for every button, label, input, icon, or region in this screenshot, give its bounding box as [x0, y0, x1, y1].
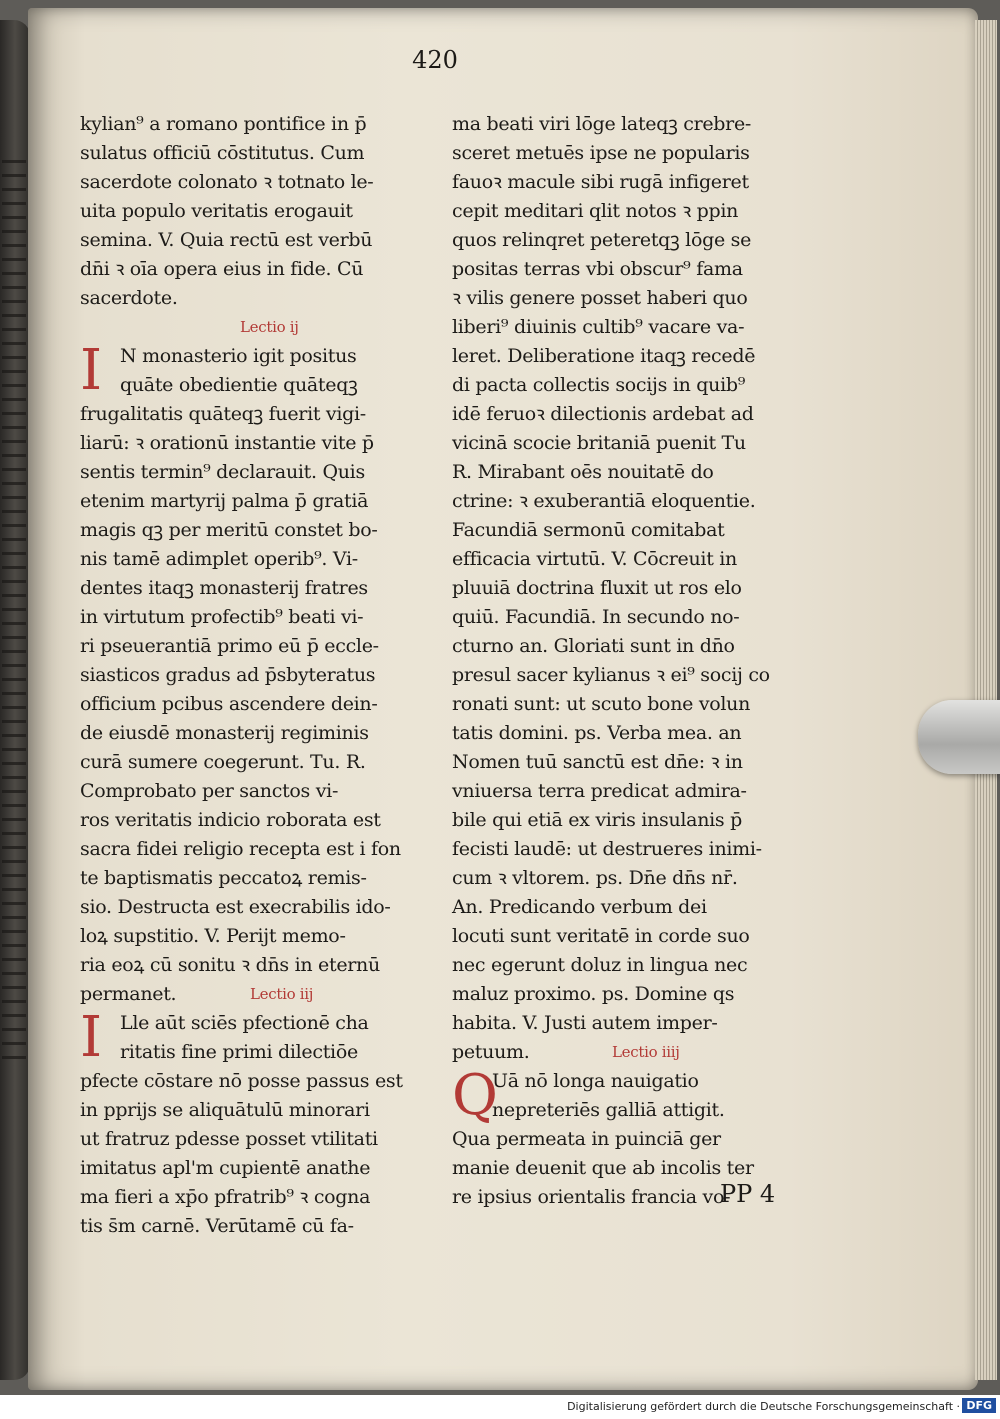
left-column-line: tis s̄m carnē. Verūtamē cū fa- [80, 1215, 354, 1237]
left-column-bottom-lines [80, 1067, 420, 1241]
left-column-line: ria eoꝝ cū sonitu ꝛ dn̄s in eternū [80, 954, 380, 976]
right-column-line: leret. Deliberatione itaqꝫ recedē [452, 345, 756, 367]
right-column-line: ctrine: ꝛ exuberantiā eloquentie. [452, 490, 756, 512]
left-column-line: loꝝ supstitio. V. Perijt memo- [80, 925, 346, 947]
left-column-line: sacerdote colonato ꝛ totnato le- [80, 171, 374, 193]
right-column-line: locuti sunt veritatē in corde suo [452, 925, 750, 947]
right-column-line: cepit meditari qlit notos ꝛ ppin [452, 200, 739, 222]
left-column-line: ri pseuerantiā primo eū p̄ eccle- [80, 635, 379, 657]
initial-block-1 [80, 338, 420, 403]
page-clip [918, 700, 1000, 774]
right-column-line: sceret metuēs ipse ne popularis [452, 142, 750, 164]
right-column-line: nepreteriēs galliā attigit. [492, 1099, 725, 1121]
left-column-line: frugalitatis quāteqꝫ fuerit vigi- [80, 403, 366, 425]
right-column-line: quos relinqret peteretqꝫ lōge se [452, 229, 752, 251]
left-column-line: permanet. [80, 983, 177, 1005]
left-column-line: curā sumere coegerunt. Tu. R. [80, 751, 366, 773]
right-column-top-lines [452, 110, 792, 1067]
left-column-line: N monasterio igit positus [120, 345, 357, 367]
right-column-line: ma beati viri lōge lateqꝫ crebre- [452, 113, 752, 135]
rubric-lectio-2: Lectio ij [240, 318, 299, 336]
right-column-line: maluz proximo. ps. Domine qs [452, 983, 735, 1005]
left-column-line: pfecte cōstare nō posse passus est [80, 1070, 403, 1092]
right-column-line: cturno an. Gloriati sunt in dn̄o [452, 635, 735, 657]
left-page-text-fragment [2, 160, 26, 1060]
rubric-lectio-4: Lectio iiij [612, 1043, 680, 1061]
left-column-line: sentis termin⁹ declarauit. Quis [80, 461, 365, 483]
left-column-line: de eiusdē monasterij regiminis [80, 722, 369, 744]
right-column-line: vniuersa terra predicat admira- [452, 780, 747, 802]
right-column-line: nec egerunt doluz in lingua nec [452, 954, 748, 976]
dfg-logo: DFG [962, 1398, 996, 1413]
right-column-line: ꝛ vilis genere posset haberi quo [452, 287, 748, 309]
right-column-line: ronati sunt: ut scuto bone volun [452, 693, 751, 715]
right-column-line: An. Predicando verbum dei [452, 896, 707, 918]
left-column-line: sulatus officiū cōstitutus. Cum [80, 142, 365, 164]
right-column-line: Uā nō longa nauigatio [492, 1070, 699, 1092]
left-column-line: in pprijs se aliquātulū minorari [80, 1099, 370, 1121]
left-column-line: ros veritatis indicio roborata est [80, 809, 381, 831]
right-column-line: fauoꝛ macule sibi rugā infigeret [452, 171, 749, 193]
left-column-line: dentes itaqꝫ monasterij fratres [80, 577, 368, 599]
left-column-line: sacerdote. [80, 287, 178, 309]
initial-block-3-lines [492, 1067, 792, 1125]
initial-block-2 [80, 1005, 420, 1070]
left-column-line: uita populo veritatis erogauit [80, 200, 353, 222]
right-column-line: bile qui etiā ex viris insulanis p̄ [452, 809, 742, 831]
left-column-line: nis tamē adimplet operib⁹. Vi- [80, 548, 358, 570]
right-column [452, 110, 792, 1212]
right-column-line: manie deuenit que ab incolis ter [452, 1157, 754, 1179]
folio-number: 420 [412, 46, 458, 74]
right-column-line: cum ꝛ vltorem. ps. Dn̄e dn̄s nr̄. [452, 867, 738, 889]
right-column-line: liberi⁹ diuinis cultib⁹ vacare va- [452, 316, 745, 338]
left-column-top-lines [80, 110, 420, 313]
left-column-line: liarū: ꝛ orationū instantie vite p̄ [80, 432, 374, 454]
right-column-line: habita. V. Justi autem imper- [452, 1012, 718, 1034]
left-column-line: te baptismatis peccatoꝝ remis- [80, 867, 367, 889]
red-initial-3: Q [452, 1063, 498, 1128]
left-column-line: etenim martyrij palma p̄ gratiā [80, 490, 369, 512]
right-column-line: petuum. [452, 1041, 530, 1063]
left-column-line: ritatis fine primi dilectiōe [120, 1041, 358, 1063]
left-column-line: kylian⁹ a romano pontifice in p̄ [80, 113, 367, 135]
right-column-line: efficacia virtutū. V. Cōcreuit in [452, 548, 737, 570]
left-column-line: ma fieri a xp̄o pfratrib⁹ ꝛ cogna [80, 1186, 371, 1208]
footer-bar [0, 1395, 1000, 1419]
left-column-line: quāte obedientie quāteqꝫ [120, 374, 358, 396]
left-column-line: siasticos gradus ad p̄sbyteratus [80, 664, 376, 686]
right-column-line: fecisti laudē: ut destrueres inimi- [452, 838, 762, 860]
left-column-line: semina. V. Quia rectū est verbū [80, 229, 373, 251]
left-column-line: dn̄i ꝛ oīa opera eius in fide. Cū [80, 258, 364, 280]
right-column-line: presul sacer kylianus ꝛ ei⁹ socij co [452, 664, 770, 686]
left-column-line: Lle aūt sciēs pfectionē cha [120, 1012, 369, 1034]
initial-block-2-lines [120, 1009, 420, 1067]
left-column-line: imitatus apl'm cupientē anathe [80, 1157, 371, 1179]
right-column-line: Nomen tuū sanctū est dn̄e: ꝛ in [452, 751, 743, 773]
initial-block-3 [452, 1063, 792, 1128]
left-column-mid-lines [80, 400, 420, 1009]
right-column-line: R. Mirabant oēs nouitatē do [452, 461, 714, 483]
right-column-line: tatis domini. ps. Verba mea. an [452, 722, 742, 744]
rubric-lectio-3: Lectio iij [250, 985, 314, 1003]
left-column-line: sacra fidei religio recepta est i fon [80, 838, 401, 860]
right-column-line: pluuiā doctrina fluxit ut ros elo [452, 577, 742, 599]
red-initial-2: I [80, 1005, 103, 1070]
left-page-edge [0, 20, 30, 1380]
right-column-line: positas terras vbi obscur⁹ fama [452, 258, 743, 280]
right-column-line: Facundiā sermonū comitabat [452, 519, 725, 541]
left-column [80, 110, 420, 1241]
signature-mark: PP 4 [720, 1180, 776, 1208]
right-column-line: di pacta collectis socijs in quib⁹ [452, 374, 746, 396]
left-column-line: Comprobato per sanctos vi- [80, 780, 339, 802]
right-column-line: quiū. Facundiā. In secundo no- [452, 606, 740, 628]
right-column-line: Qua permeata in puinciā ger [452, 1128, 721, 1150]
initial-block-1-lines [120, 342, 420, 400]
left-column-line: officium pcibus ascendere dein- [80, 693, 378, 715]
right-column-line: idē feruoꝛ dilectionis ardebat ad [452, 403, 754, 425]
right-column-line: re ipsius orientalis francia vo- [452, 1186, 731, 1208]
left-column-line: sio. Destructa est execrabilis ido- [80, 896, 391, 918]
left-column-line: magis qꝫ per meritū constet bo- [80, 519, 378, 541]
left-column-line: in virtutum profectib⁹ beati vi- [80, 606, 364, 628]
footer-credit: Digitalisierung gefördert durch die Deutsche Forschungsgemeinschaft · [567, 1400, 960, 1413]
right-column-line: vicinā scocie britaniā puenit Tu [452, 432, 746, 454]
red-initial-1: I [80, 338, 103, 403]
left-column-line: ut fratruz pdesse posset vtilitati [80, 1128, 378, 1150]
